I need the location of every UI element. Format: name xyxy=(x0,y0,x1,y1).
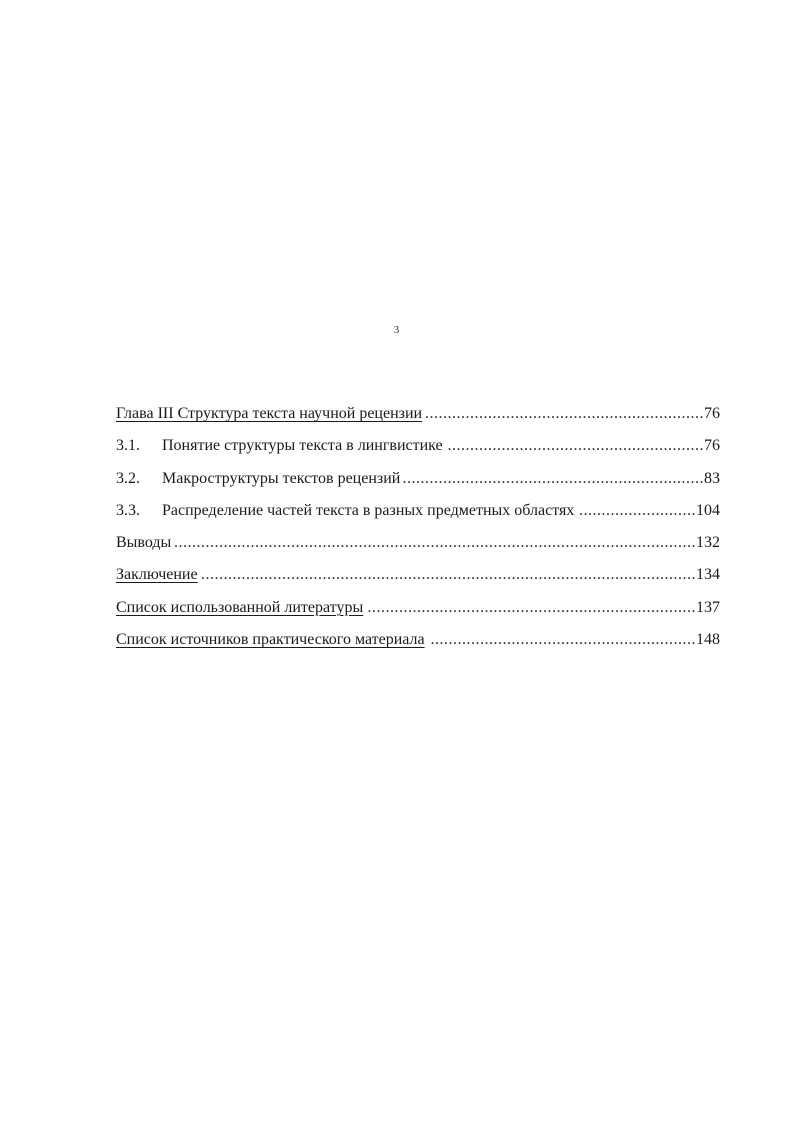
toc-entry-number: 3.1. xyxy=(116,437,140,455)
toc-entry-section-3-2 xyxy=(116,463,720,495)
toc-entry-leader: ...........................................................148 xyxy=(430,631,720,649)
toc-entry-title: 3.2. Макроструктуры текстов рецензий xyxy=(116,463,400,495)
toc-entry-title: Заключение xyxy=(116,566,198,584)
toc-entry-page: 134 xyxy=(696,566,720,584)
toc-entry-leader: ..............................................................76 xyxy=(425,405,720,422)
toc-entry-page: 148 xyxy=(696,631,720,649)
toc-entry-page: 104 xyxy=(696,501,720,519)
toc-entry-title: 3.1. Понятие структуры текста в лингвистике xyxy=(116,430,443,462)
page-number: 3 xyxy=(393,324,400,336)
table-of-contents xyxy=(116,398,720,656)
toc-entry-section-3-3 xyxy=(116,495,720,527)
toc-entry-title: Глава III Структура текста научной рецензии xyxy=(116,405,423,422)
toc-entry-leader: ...................................................................83 xyxy=(402,469,720,487)
toc-entry-page: 76 xyxy=(704,437,720,455)
toc-entry-section-3-1 xyxy=(116,430,720,462)
toc-entry-leader: ..............................................................................................................134 xyxy=(201,566,720,584)
toc-entry-chapter-3 xyxy=(116,398,720,430)
toc-entry-title: Список источников практического материала xyxy=(116,631,425,649)
toc-entry-leader: .........................................................76 xyxy=(447,437,720,455)
toc-entry-title: 3.3. Распределение частей текста в разных предметных областях xyxy=(116,495,574,527)
toc-entry-leader: ....................................................................................................................132 xyxy=(174,534,720,552)
toc-entry-references xyxy=(116,592,720,624)
toc-entry-title: Список использованной литературы xyxy=(116,598,364,616)
toc-entry-leader: ..........................104 xyxy=(579,501,720,519)
toc-entry-conclusions xyxy=(116,527,720,559)
toc-entry-title: Выводы xyxy=(116,534,172,552)
toc-entry-sources xyxy=(116,624,720,656)
toc-entry-number: 3.2. xyxy=(116,469,140,487)
toc-entry-final-conclusion xyxy=(116,559,720,591)
toc-entry-page: 76 xyxy=(704,405,720,422)
toc-entry-page: 83 xyxy=(704,469,720,487)
toc-entry-page: 132 xyxy=(696,534,720,552)
toc-entry-page: 137 xyxy=(696,598,720,616)
toc-entry-leader: .........................................................................137 xyxy=(367,598,720,616)
toc-entry-number: 3.3. xyxy=(116,501,140,519)
